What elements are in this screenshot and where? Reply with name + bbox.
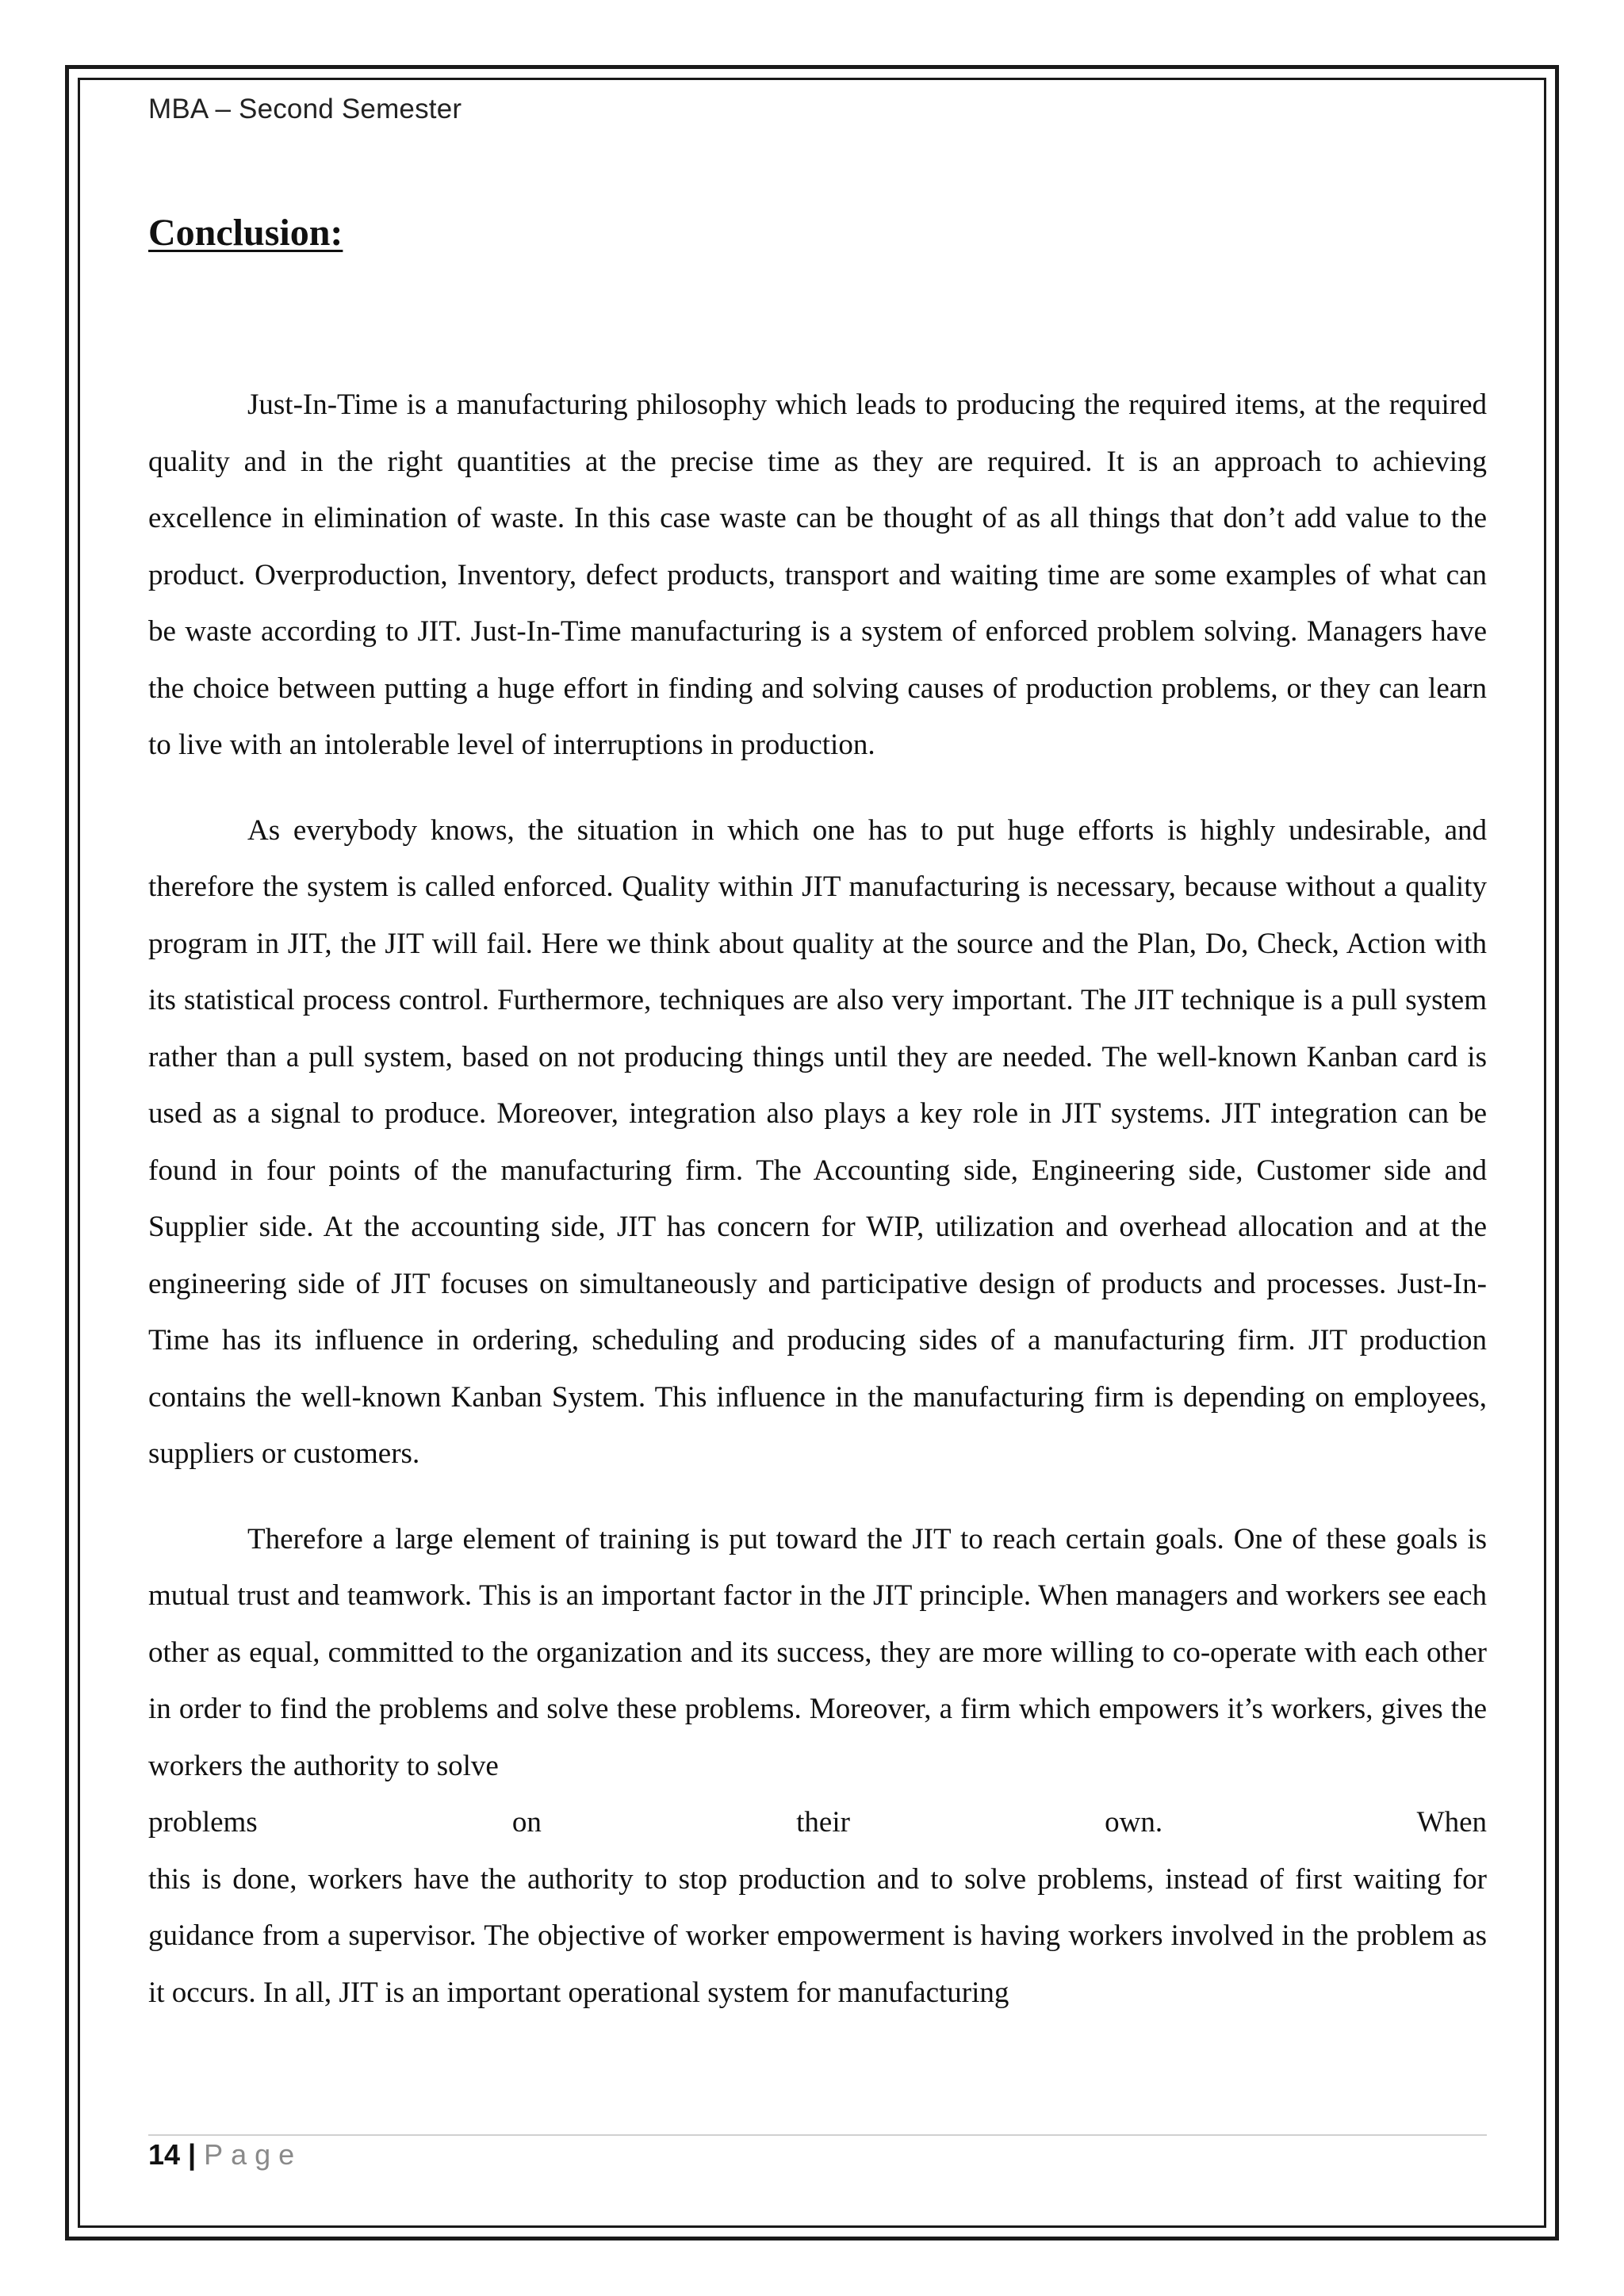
paragraph-3-text: Therefore a large element of training is put toward the JIT to reach certain goals. One of these goals is mutual trust and teamwork. This is an important factor in the JIT principle. When managers and workers see each other as equal, committed to the organization and its success, they are more willing to co-operate with each other in order to find the problems and solve these problems. Moreover, a firm which empowers it’s workers, gives the workers the authority to solve [148,1522,1487,1782]
paragraph-1: Just-In-Time is a manufacturing philosophy which leads to producing the required items, at the required quality and in the right quantities at the precise time as they are required. It is an approach to achieving excellence in elimination of waste. In this case waste can be thought of as all things that don’t add value to the product. Overproduction, Inventory, defect products, transport and waiting time are some examples of what can be waste according to JIT. Just-In-Time manufacturing is a system of enforced problem solving. Managers have the choice between putting a huge effort in finding and solving causes of production problems, or they can learn to live with an intolerable level of interruptions in production. [148,388,1487,761]
section-heading: Conclusion: [148,212,343,254]
page-number: 14 [148,2138,181,2171]
page-label: Page [204,2138,303,2171]
footer-rule [148,2134,1487,2136]
paragraph-3-continuation: this is done, workers have the authority to stop production and to solve problems, instead of first waiting for guidance from a supervisor. The objective of worker empowerment is having workers involved in the problem as it occurs. In all, JIT is an important operational system for manufacturing [148,1862,1487,2009]
paragraph-2: As everybody knows, the situation in which one has to put huge efforts is highly undesirable, and therefore the system is called enforced. Quality within JIT manufacturing is necessary, because without a quality program in JIT, the JIT will fail. Here we think about quality at the source and the Plan, Do, Check, Action with its statistical process control. Furthermore, techniques are also very important. The JIT technique is a pull system rather than a pull system, based on not producing things until they are needed. The well-known Kanban card is used as a signal to produce. Moreover, integration also plays a key role in JIT systems. JIT integration can be found in four points of the manufacturing firm. The Accounting side, Engineering side, Customer side and Supplier side. At the accounting side, JIT has concern for WIP, utilization and overhead allocation and at the engineering side of JIT focuses on simultaneously and participative design of products and processes. Just-In-Time has its influence in ordering, scheduling and producing sides of a manufacturing firm. JIT production contains the well-known Kanban System. This influence in the manufacturing firm is depending on employees, suppliers or customers. [148,813,1487,1470]
paragraph-3-spread-line: problems on their own. When [148,1806,1487,1839]
page-footer [148,2138,302,2172]
paragraph-3 [148,1511,1487,2022]
footer-separator: | [188,2138,197,2171]
running-header: MBA – Second Semester [148,94,462,124]
body-text [148,377,1487,2021]
